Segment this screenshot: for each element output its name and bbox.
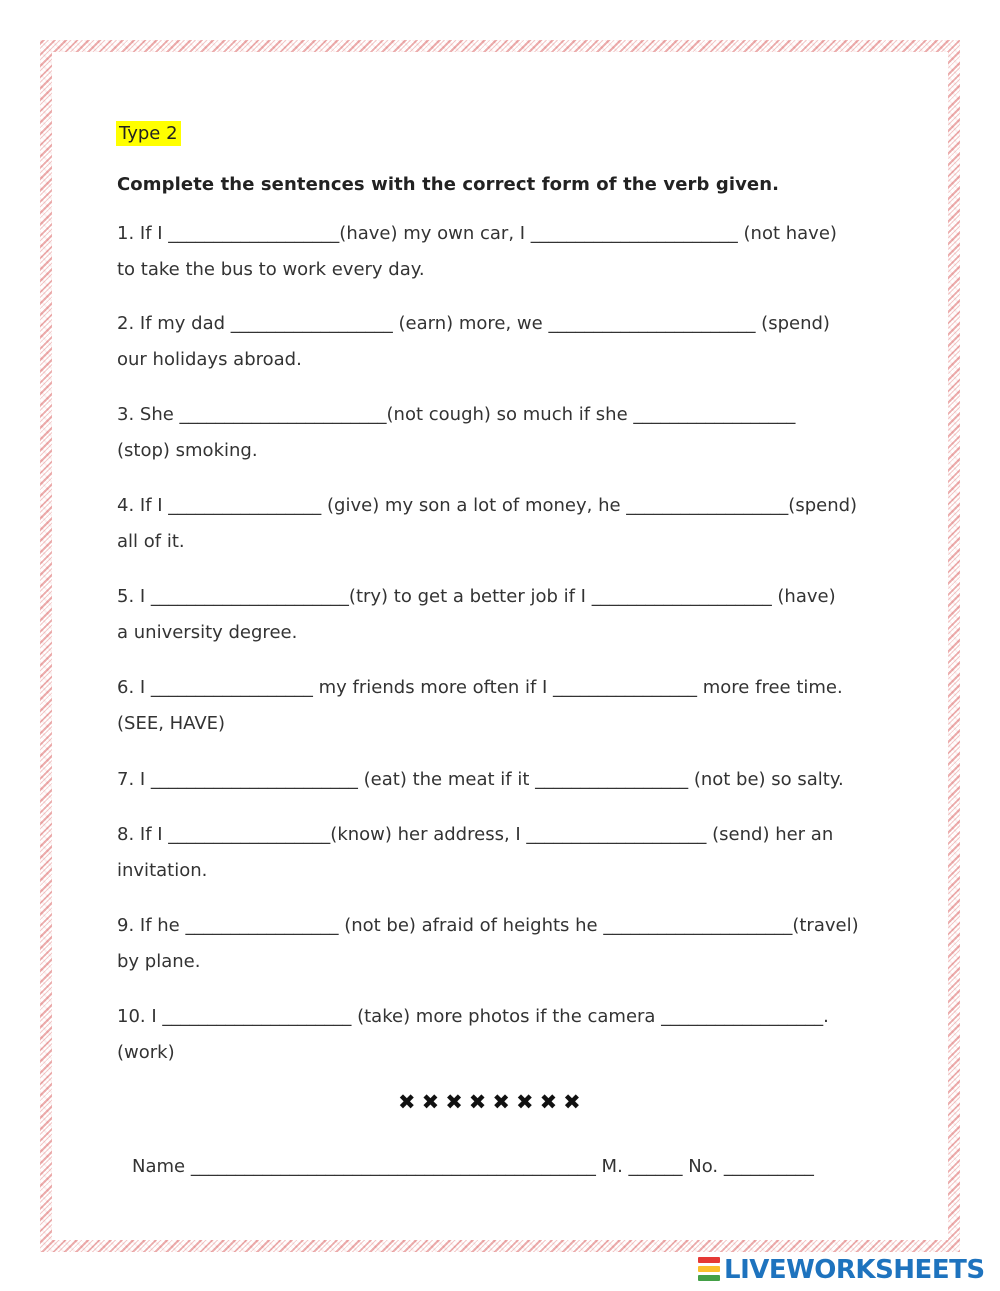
question-line: 9. If he _________________ (not be) afraid of heights he _____________________(travel) [117,915,859,936]
logo-text: LIVEWORKSHEETS [724,1255,985,1285]
question-2 [117,306,897,378]
question-10 [117,999,897,1071]
question-line: 2. If my dad __________________ (earn) more, we _______________________ (spend) [117,313,830,334]
question-line: 3. She _______________________(not cough) so much if she __________________ [117,404,796,425]
question-line: 6. I __________________ my friends more often if I ________________ more free time. [117,677,843,698]
question-line: by plane. [117,951,201,972]
type-heading: Type 2 [116,121,181,146]
question-line: 8. If I __________________(know) her address, I ____________________ (send) her an [117,824,834,845]
logo-icon [698,1257,720,1283]
question-line: 4. If I _________________ (give) my son a lot of money, he __________________(spend) [117,495,858,516]
logo-block [698,1266,720,1272]
liveworksheets-logo [698,1256,985,1284]
question-1 [117,216,897,288]
question-line: 1. If I ___________________(have) my own car, I _______________________ (not have) [117,223,837,244]
name-row: Name _____________________________________________ M. ______ No. __________ [132,1156,814,1177]
logo-block [698,1257,720,1263]
question-line: a university degree. [117,622,298,643]
question-line: 5. I ______________________(try) to get a better job if I ____________________ (have) [117,586,836,607]
question-line: invitation. [117,860,208,881]
question-4 [117,488,897,560]
question-9 [117,908,897,980]
question-6 [117,670,897,742]
question-7 [117,762,897,798]
star-divider: ✖✖✖✖✖✖✖✖ [398,1090,587,1114]
instruction-text: Complete the sentences with the correct form of the verb given. [117,174,780,195]
question-line: (work) [117,1042,175,1063]
question-line: our holidays abroad. [117,349,302,370]
question-line: all of it. [117,531,185,552]
question-5 [117,579,897,651]
question-line: to take the bus to work every day. [117,259,425,280]
question-3 [117,397,897,469]
question-line: (stop) smoking. [117,440,258,461]
logo-block [698,1275,720,1281]
question-8 [117,817,897,889]
question-line: (SEE, HAVE) [117,713,226,734]
question-line: 10. I _____________________ (take) more photos if the camera __________________. [117,1006,829,1027]
question-line: 7. I _______________________ (eat) the meat if it _________________ (not be) so salty. [117,769,844,790]
